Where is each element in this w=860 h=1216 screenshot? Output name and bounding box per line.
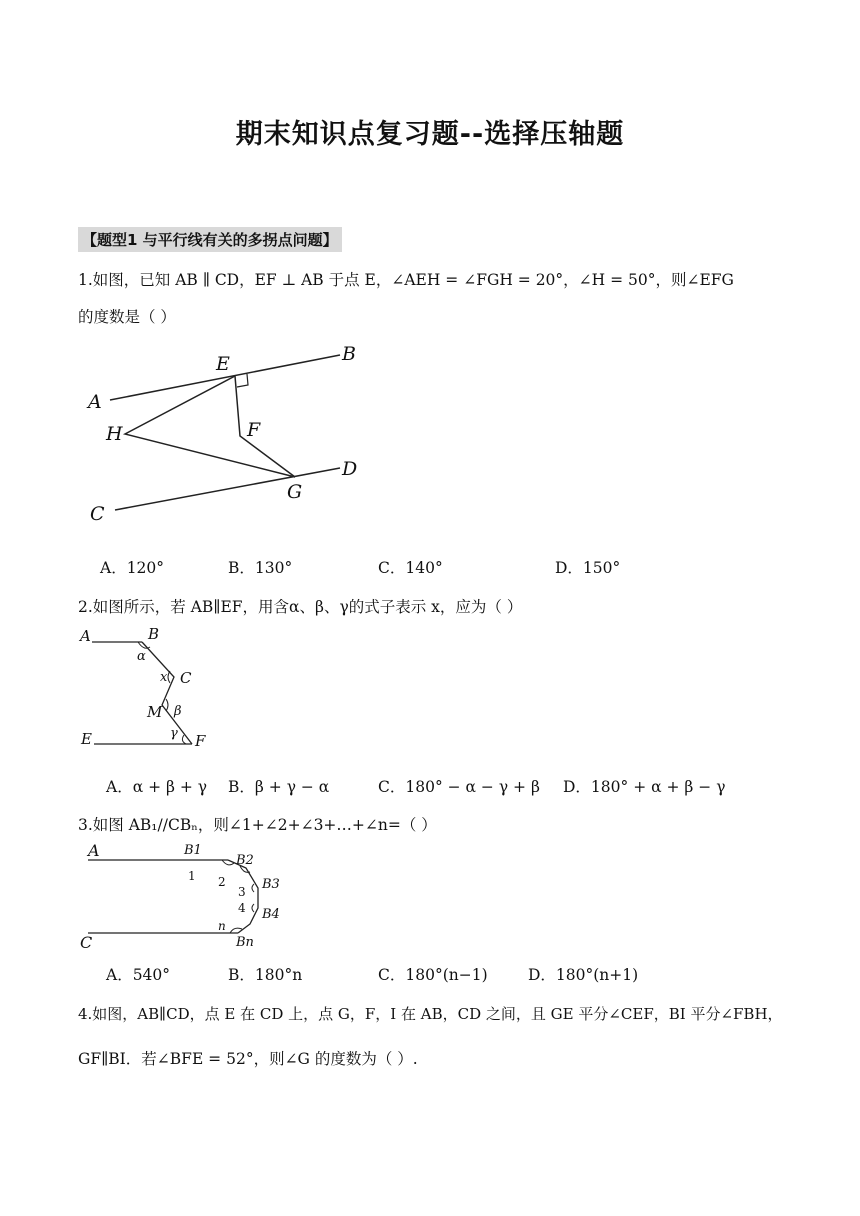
q2-option-a[interactable]: A．α + β + γ — [106, 778, 208, 796]
q3-label-4: 4 — [238, 901, 246, 915]
q3-label-a: A — [88, 841, 100, 860]
q3-label-1: 1 — [188, 869, 196, 883]
q3-text: 3.如图 AB₁//CBₙ，则∠1+∠2+∠3+…+∠n=（ ） — [78, 816, 437, 834]
q3-option-c[interactable]: C．180°(n−1) — [378, 966, 488, 984]
q4-text-line1: 4.如图，AB∥CD，点 E 在 CD 上，点 G，F，I 在 AB，CD 之间，且 GE 平分∠CEF，BI 平分∠FBH， — [78, 1005, 783, 1023]
q3-option-a[interactable]: A．540° — [106, 966, 171, 984]
q1-label-d: D — [342, 458, 358, 480]
q3-option-d[interactable]: D．180°(n+1) — [528, 966, 639, 984]
q3-label-b1: B1 — [184, 843, 202, 858]
q2-label-c: C — [180, 669, 192, 687]
q1-option-d[interactable]: D．150° — [555, 559, 621, 577]
q2-label-e: E — [81, 730, 92, 748]
q3-label-b4: B4 — [262, 907, 280, 922]
q2-text: 2.如图所示，若 AB∥EF，用含α、β、γ的式子表示 x，应为（ ） — [78, 598, 523, 616]
q3-label-3: 3 — [238, 885, 246, 899]
q1-figure — [80, 340, 380, 530]
q1-option-c[interactable]: C．140° — [378, 559, 443, 577]
q2-figure — [78, 625, 218, 753]
page-title: 期末知识点复习题--选择压轴题 — [235, 119, 625, 150]
q1-label-b: B — [342, 343, 356, 365]
q1-text-line1: 1.如图，已知 AB ∥ CD，EF ⊥ AB 于点 E，∠AEH = ∠FGH = 20°，∠H = 50°，则∠EFG — [78, 271, 734, 289]
q2-option-b[interactable]: B．β + γ − α — [228, 778, 330, 796]
q2-label-x: x — [160, 670, 168, 685]
q3-label-bn: Bn — [236, 935, 254, 950]
q3-label-2: 2 — [218, 875, 226, 889]
q2-option-d[interactable]: D．180° + α + β − γ — [563, 778, 726, 796]
q1-label-h: H — [106, 423, 123, 445]
q2-label-a: A — [80, 627, 91, 645]
q1-text-line2: 的度数是（ ） — [78, 308, 176, 326]
q3-label-b3: B3 — [262, 877, 280, 892]
q3-option-b[interactable]: B．180°n — [228, 966, 303, 984]
q1-label-a: A — [88, 391, 102, 413]
q2-label-gamma: γ — [170, 726, 178, 741]
q1-option-a[interactable]: A．120° — [100, 559, 165, 577]
q2-label-beta: β — [174, 704, 182, 719]
q3-figure — [78, 838, 298, 956]
q2-label-alpha: α — [137, 649, 146, 664]
q3-label-b2: B2 — [236, 853, 254, 868]
q1-option-b[interactable]: B．130° — [228, 559, 293, 577]
q3-label-c: C — [80, 933, 93, 952]
q2-label-f: F — [195, 732, 206, 750]
q1-label-e: E — [216, 353, 230, 375]
q1-label-f: F — [247, 419, 261, 441]
q2-label-m: M — [147, 703, 163, 721]
q4-text-line2: GF∥BI．若∠BFE = 52°，则∠G 的度数为（ ）. — [78, 1050, 418, 1068]
q2-label-b: B — [148, 625, 160, 643]
q1-label-g: G — [287, 481, 303, 503]
q3-label-n: n — [218, 919, 226, 933]
q2-option-c[interactable]: C．180° − α − γ + β — [378, 778, 540, 796]
section-heading: 【题型1 与平行线有关的多拐点问题】 — [78, 227, 342, 252]
q1-label-c: C — [90, 503, 105, 525]
